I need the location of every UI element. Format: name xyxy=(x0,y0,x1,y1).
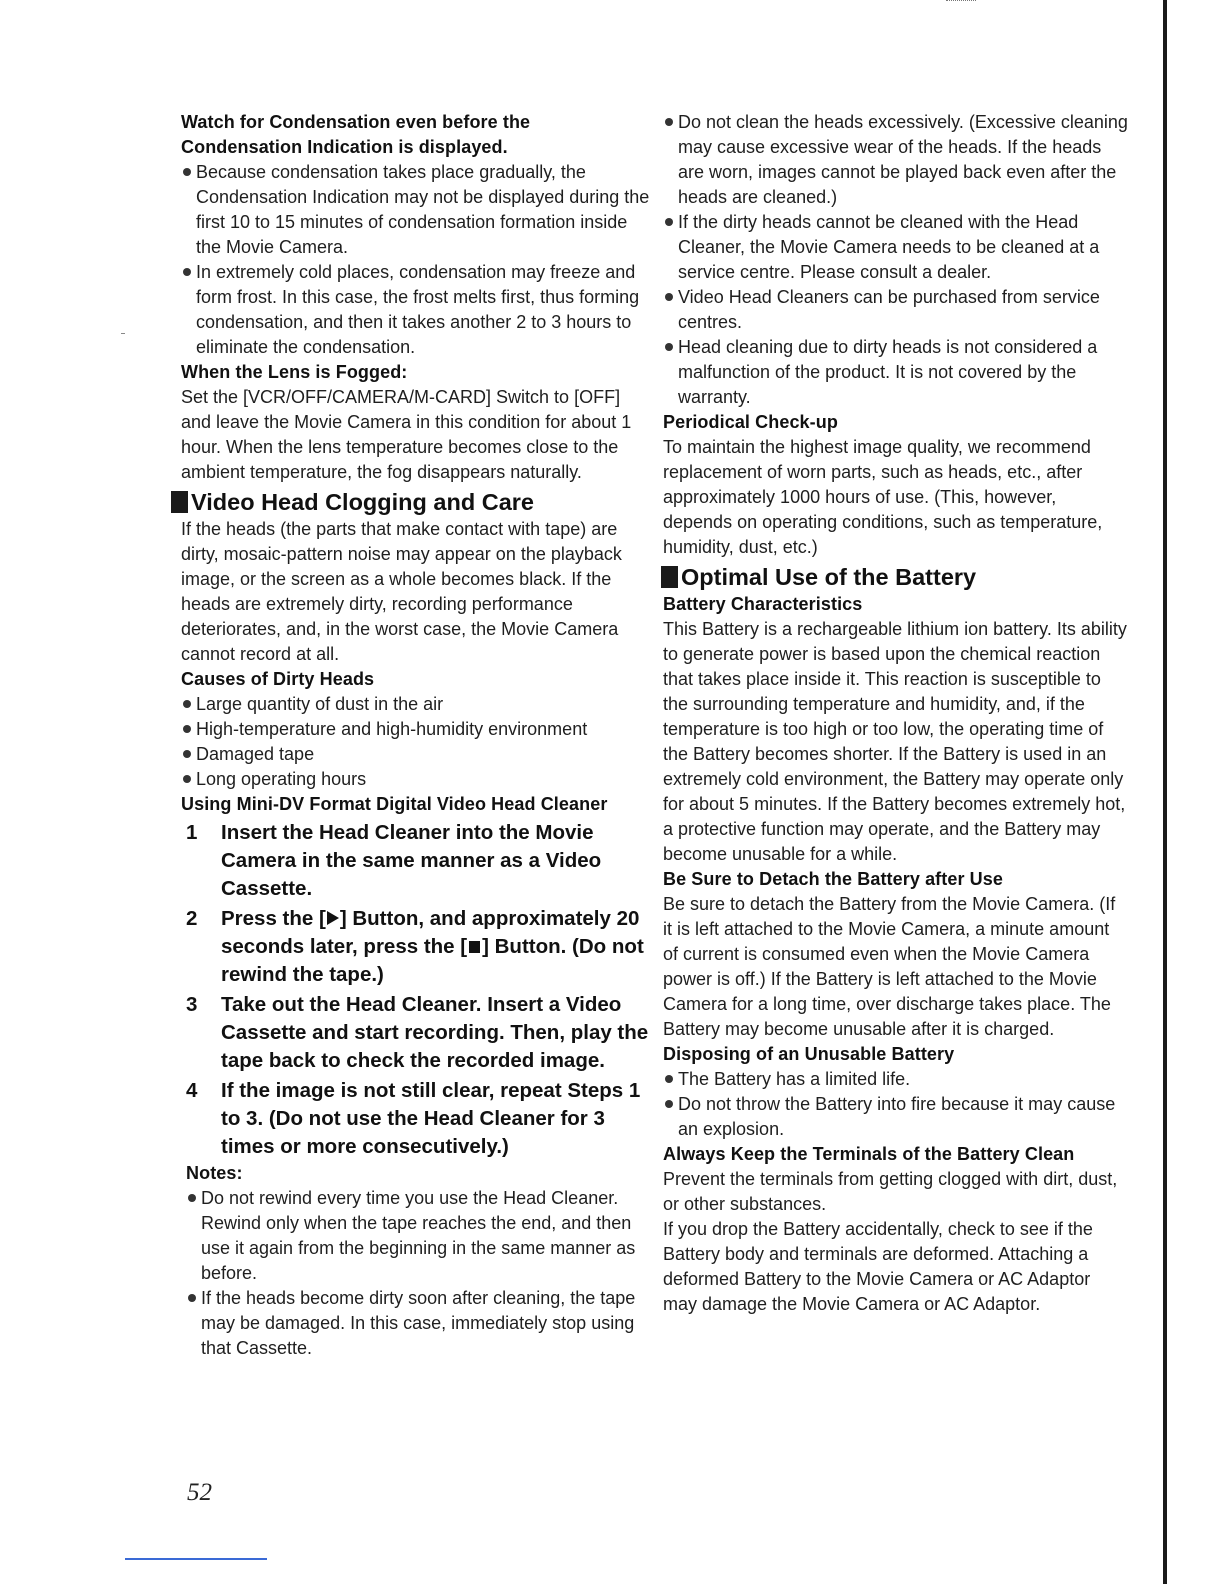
step-number: 2 xyxy=(186,907,198,930)
causes-heading: Causes of Dirty Heads xyxy=(181,669,375,689)
bullet-icon xyxy=(665,218,673,226)
list-item: In extremely cold places, condensation may freeze and form frost. In this case, the frost melts first, thus forming condensation, and then it takes another 2 to 3 hours to eliminate the condensation. xyxy=(181,260,651,360)
list-item: Long operating hours xyxy=(181,767,651,792)
list-item: Damaged tape xyxy=(181,742,651,767)
bullet-icon xyxy=(188,1194,196,1202)
list-item: Large quantity of dust in the air xyxy=(181,692,651,717)
bullet-icon xyxy=(665,1100,673,1108)
scan-mark xyxy=(121,333,125,334)
cleaner-heading: Using Mini-DV Format Digital Video Head Cleaner xyxy=(181,794,608,814)
terminals-text: Prevent the terminals from getting clogged with dirt, dust, or other substances. xyxy=(663,1169,1118,1214)
bullet-icon xyxy=(183,775,191,783)
step-text: Take out the Head Cleaner. Insert a Video Cassette and start recording. Then, play the tape back to check the recorded image. xyxy=(221,993,649,1072)
list-item: If the dirty heads cannot be cleaned with the Head Cleaner, the Movie Camera needs to be cleaned at a service centre. Please consult a dealer. xyxy=(663,210,1128,285)
step-text: If the image is not still clear, repeat Steps 1 to 3. (Do not use the Head Cleaner for 3 times or more consecutively.) xyxy=(221,1079,641,1158)
characteristics-text: This Battery is a rechargeable lithium ion battery. Its ability to generate power is based upon the chemical reaction that takes place inside it. This reaction is susceptible to the surrounding temperature and humidity, and, if the temperature is too high or too low, the operating time of the Battery becomes shorter. If the Battery is used in an extremely cold environment, the Battery may operate only for about 5 minutes. If the Battery becomes extremely hot, a protective function may operate, and the Battery may become unusable for a while. xyxy=(663,619,1127,864)
list-item: If the heads become dirty soon after cleaning, the tape may be damaged. In this case, immediately stop using that Cassette. xyxy=(186,1286,651,1361)
bullet-icon xyxy=(665,118,673,126)
step-1 xyxy=(181,819,651,903)
step-text: Press the [ ] Button, and approximately 20 seconds later, press the [ ] Button. (Do not rewind the tape.) xyxy=(221,907,644,986)
checkup-heading: Periodical Check-up xyxy=(663,412,838,432)
step-number: 3 xyxy=(186,993,198,1016)
page-number: 52 xyxy=(187,1479,212,1506)
step-text: Insert the Head Cleaner into the Movie Camera in the same manner as a Video Cassette. xyxy=(221,821,602,900)
battery-section-title: Optimal Use of the Battery xyxy=(661,562,1128,592)
drop-text: If you drop the Battery accidentally, check to see if the Battery body and terminals are deformed. Attaching a deformed Battery to the Movie Camera or AC Adaptor may damage the Movie Camera or AC Adaptor. xyxy=(663,1219,1093,1314)
detach-heading: Be Sure to Detach the Battery after Use xyxy=(663,869,1004,889)
lens-heading: When the Lens is Fogged: xyxy=(181,362,408,382)
list-item: Do not rewind every time you use the Head Cleaner. Rewind only when the tape reaches the end, and then use it again from the beginning in the same manner as before. xyxy=(186,1186,651,1286)
video-head-section-title: Video Head Clogging and Care xyxy=(171,487,651,517)
list-item: The Battery has a limited life. xyxy=(663,1067,1128,1092)
step-2 xyxy=(181,905,651,989)
characteristics-heading: Battery Characteristics xyxy=(663,594,863,614)
list-item: Because condensation takes place gradually, the Condensation Indication may not be displayed during the first 10 to 15 minutes of condensation formation inside the Movie Camera. xyxy=(181,160,651,260)
detach-text: Be sure to detach the Battery from the Movie Camera. (If it is left attached to the Movie Camera, a minute amount of current is consumed even when the Movie Camera power is off.) If the Battery is left attached to the Movie Camera for a long time, over discharge takes place. The Battery may become unusable after it is charged. xyxy=(663,894,1116,1039)
list-item: Head cleaning due to dirty heads is not considered a malfunction of the product. It is not covered by the warranty. xyxy=(663,335,1128,410)
notes-heading: Notes: xyxy=(186,1163,243,1183)
bullet-icon xyxy=(665,1075,673,1083)
terminals-heading: Always Keep the Terminals of the Battery Clean xyxy=(663,1144,1075,1164)
square-icon xyxy=(171,491,188,513)
footer-line xyxy=(125,1558,267,1560)
left-column xyxy=(181,110,651,1361)
checkup-text: To maintain the highest image quality, we recommend replacement of worn parts, such as heads, etc., after approximately 1000 hours of use. (This, however, depends on operating conditions, such as temperature, humidity, dust, etc.) xyxy=(663,437,1103,557)
step-3 xyxy=(181,991,651,1075)
list-item: Video Head Cleaners can be purchased from service centres. xyxy=(663,285,1128,335)
bullet-icon xyxy=(665,293,673,301)
bullet-icon xyxy=(665,343,673,351)
bullet-icon xyxy=(188,1294,196,1302)
square-icon xyxy=(661,566,678,588)
bullet-icon xyxy=(183,168,191,176)
play-icon xyxy=(327,911,339,925)
bullet-icon xyxy=(183,700,191,708)
list-item: Do not throw the Battery into fire because it may cause an explosion. xyxy=(663,1092,1128,1142)
page-edge-rule xyxy=(1163,0,1167,1584)
right-column xyxy=(663,110,1128,1317)
bullet-icon xyxy=(183,268,191,276)
lens-text: Set the [VCR/OFF/CAMERA/M-CARD] Switch to [OFF] and leave the Movie Camera in this condition for about 1 hour. When the lens temperature becomes close to the ambient temperature, the fog disappears naturally. xyxy=(181,387,632,482)
step-number: 4 xyxy=(186,1079,198,1102)
stop-icon xyxy=(469,941,480,953)
step-4 xyxy=(181,1077,651,1161)
disposing-heading: Disposing of an Unusable Battery xyxy=(663,1044,955,1064)
condensation-heading: Watch for Condensation even before the Condensation Indication is displayed. xyxy=(181,112,531,157)
list-item: High-temperature and high-humidity environment xyxy=(181,717,651,742)
step-number: 1 xyxy=(186,821,198,844)
video-head-text: If the heads (the parts that make contact with tape) are dirty, mosaic-pattern noise may appear on the playback image, or the screen as a whole becomes black. If the heads are extremely dirty, recording performance deteriorates, and, in the worst case, the Movie Camera cannot record at all. xyxy=(181,519,622,664)
scan-mark xyxy=(946,0,976,4)
bullet-icon xyxy=(183,725,191,733)
bullet-icon xyxy=(183,750,191,758)
list-item: Do not clean the heads excessively. (Excessive cleaning may cause excessive wear of the heads. If the heads are worn, images cannot be played back even after the heads are cleaned.) xyxy=(663,110,1128,210)
